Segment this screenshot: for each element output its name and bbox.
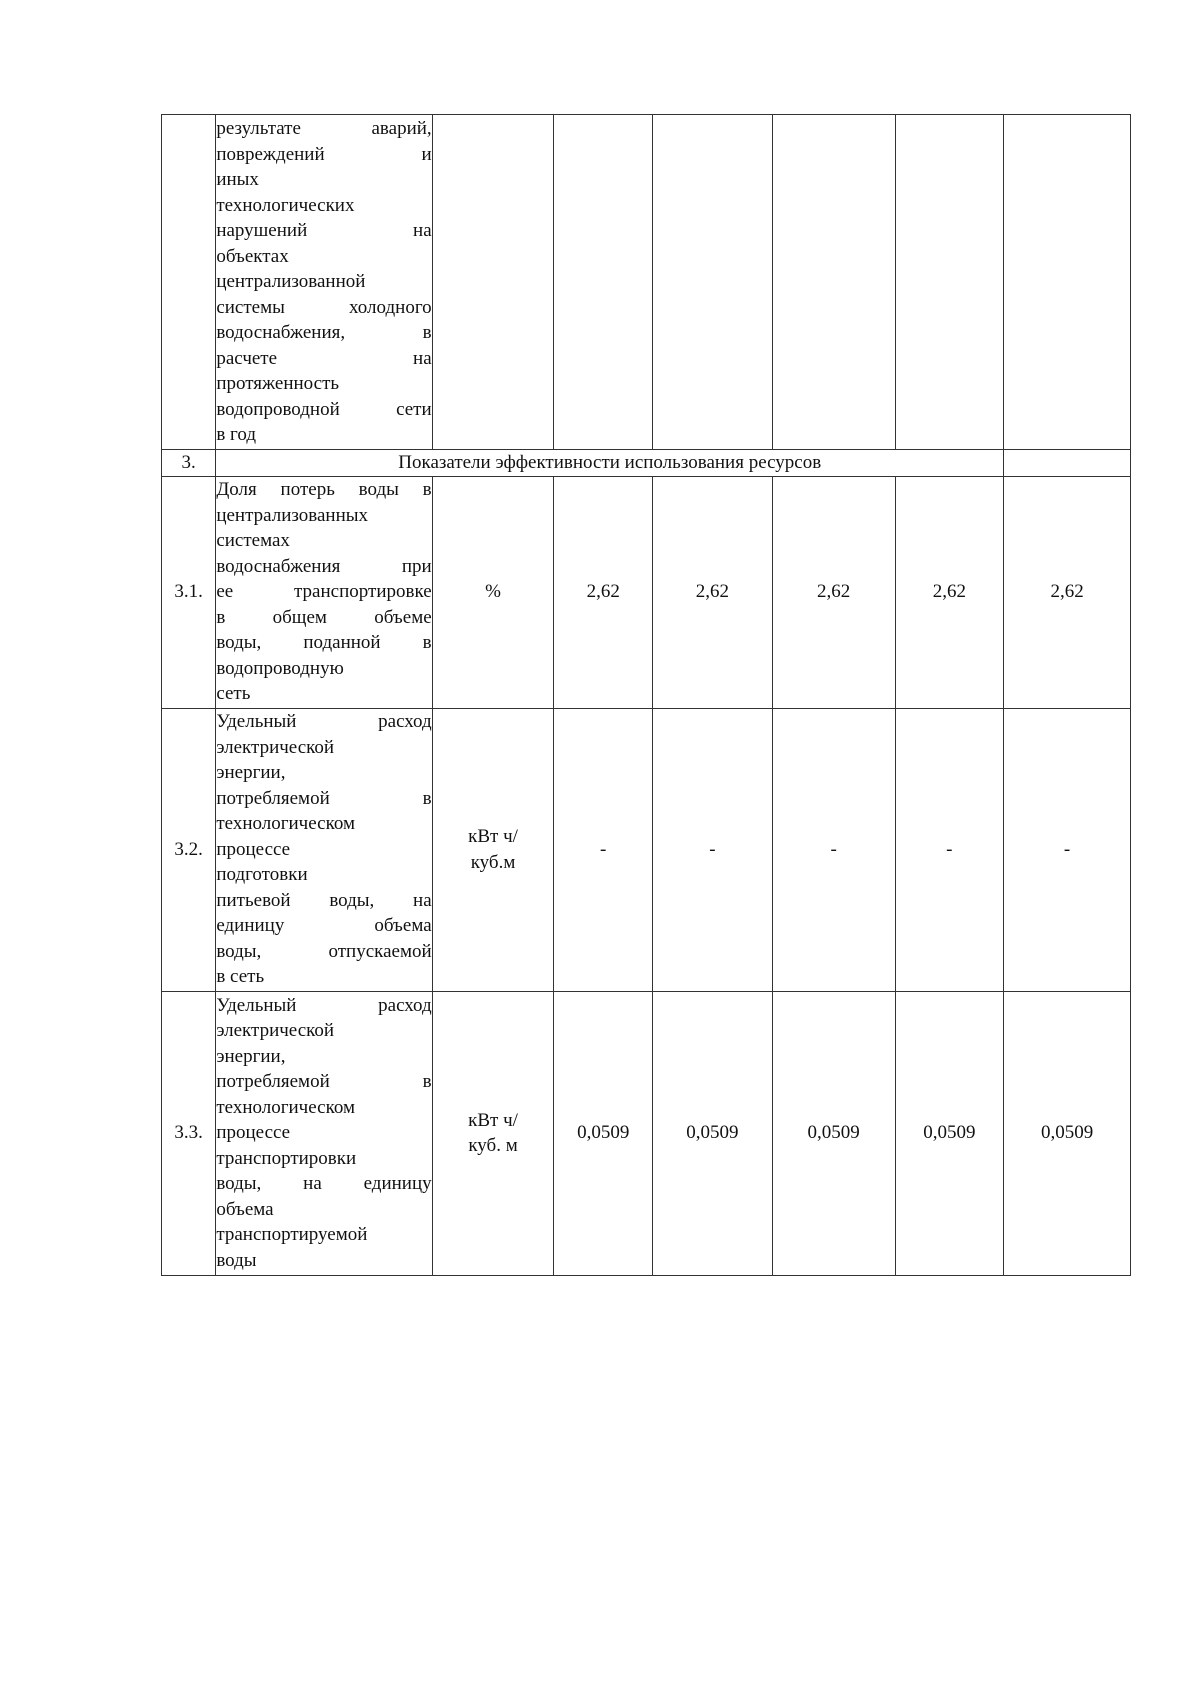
- description-line: в год: [216, 424, 256, 446]
- description-line: расчете на: [216, 347, 432, 369]
- description-line: электрической: [216, 1020, 335, 1042]
- description-line: процессе: [216, 838, 291, 860]
- description-line: технологическом: [216, 1096, 355, 1118]
- description-line: результате аварий,: [216, 118, 432, 140]
- row-value-cell: 0,0509: [772, 991, 895, 1275]
- description-line: транспортировки: [216, 1147, 357, 1169]
- description-line: Удельный расход: [216, 711, 432, 733]
- description-line: единицу объема: [216, 915, 432, 937]
- description-line: в сеть: [216, 966, 265, 988]
- description-line: транспортируемой: [216, 1224, 368, 1246]
- row-description: [216, 709, 431, 990]
- description-line: подготовки: [216, 864, 308, 886]
- row-description: [216, 993, 431, 1274]
- row-value-cell: -: [653, 708, 773, 991]
- table-section-row: [162, 450, 1131, 477]
- description-line: водопроводной сети: [216, 398, 432, 420]
- row-number-cell: 3.2.: [162, 708, 216, 991]
- row-description-cell: [216, 991, 432, 1275]
- description-line: потребляемой в: [216, 787, 432, 809]
- description-line: воды, поданной в: [216, 632, 432, 654]
- row-value-cell: 0,0509: [554, 991, 653, 1275]
- description-line: иных: [216, 169, 259, 191]
- row-value-cell: 2,62: [653, 476, 773, 708]
- unit-line: %: [485, 581, 501, 603]
- unit-line: куб. м: [468, 1135, 518, 1156]
- description-line: системы холодного: [216, 296, 432, 318]
- row-unit-cell: [432, 991, 554, 1275]
- row-description: [216, 116, 431, 448]
- row-unit-cell: [432, 476, 554, 708]
- description-line: энергии,: [216, 1045, 286, 1067]
- description-line: потребляемой в: [216, 1071, 432, 1093]
- row-number-cell: [162, 115, 216, 450]
- table-row: [162, 708, 1131, 991]
- row-value-cell: 0,0509: [653, 991, 773, 1275]
- description-line: в общем объеме: [216, 606, 432, 628]
- row-description-cell: [216, 115, 432, 450]
- row-unit-cell: [432, 115, 554, 450]
- description-line: воды: [216, 1249, 257, 1271]
- description-line: электрической: [216, 736, 335, 758]
- description-line: системах: [216, 530, 290, 552]
- description-line: энергии,: [216, 762, 286, 784]
- row-value-cell: -: [895, 708, 1004, 991]
- row-value-cell: -: [772, 708, 895, 991]
- description-line: питьевой воды, на: [216, 889, 432, 911]
- table-row: [162, 476, 1131, 708]
- row-description-cell: [216, 476, 432, 708]
- row-value-cell: [772, 115, 895, 450]
- row-value-cell: -: [1004, 708, 1131, 991]
- row-value-cell: 0,0509: [895, 991, 1004, 1275]
- row-value-cell: [1004, 115, 1131, 450]
- row-value-cell: 0,0509: [1004, 991, 1131, 1275]
- table-row: [162, 991, 1131, 1275]
- description-line: водоснабжения при: [216, 555, 432, 577]
- description-line: объектах: [216, 245, 289, 267]
- row-value-cell: [895, 115, 1004, 450]
- description-line: объема: [216, 1198, 274, 1220]
- row-description-cell: [216, 708, 432, 991]
- description-line: воды, на единицу: [216, 1173, 432, 1195]
- description-line: повреждений и: [216, 143, 432, 165]
- description-line: технологических: [216, 194, 355, 216]
- section-number: 3.: [162, 450, 216, 477]
- description-line: централизованной: [216, 271, 366, 293]
- table-row-continuation: [162, 115, 1131, 450]
- section-title: Показатели эффективности использования ресурсов: [216, 450, 1004, 477]
- row-unit-cell: [432, 708, 554, 991]
- description-line: сеть: [216, 683, 251, 705]
- unit-line: кВт ч/: [468, 826, 518, 847]
- row-value-cell: [554, 115, 653, 450]
- row-number-cell: 3.1.: [162, 476, 216, 708]
- row-value-cell: [653, 115, 773, 450]
- unit-line: куб.м: [470, 851, 516, 873]
- description-line: процессе: [216, 1122, 291, 1144]
- description-line: ее транспортировке: [216, 581, 432, 603]
- row-value-cell: 2,62: [772, 476, 895, 708]
- description-line: Удельный расход: [216, 994, 432, 1016]
- indicators-table: [161, 114, 1131, 1276]
- row-value-cell: 2,62: [895, 476, 1004, 708]
- description-line: водопроводную: [216, 657, 344, 679]
- description-line: нарушений на: [216, 220, 432, 242]
- row-value-cell: 2,62: [554, 476, 653, 708]
- row-number-cell: 3.3.: [162, 991, 216, 1275]
- description-line: Доля потерь воды в: [216, 479, 432, 501]
- description-line: протяженность: [216, 373, 340, 395]
- row-value-cell: -: [554, 708, 653, 991]
- unit-line: кВт ч/: [468, 1109, 518, 1131]
- row-value-cell: 2,62: [1004, 476, 1131, 708]
- description-line: централизованных: [216, 504, 369, 526]
- row-description: [216, 477, 431, 707]
- description-line: воды, отпускаемой: [216, 940, 432, 962]
- description-line: технологическом: [216, 813, 355, 835]
- section-extra-cell: [1004, 450, 1131, 477]
- description-line: водоснабжения, в: [216, 322, 432, 344]
